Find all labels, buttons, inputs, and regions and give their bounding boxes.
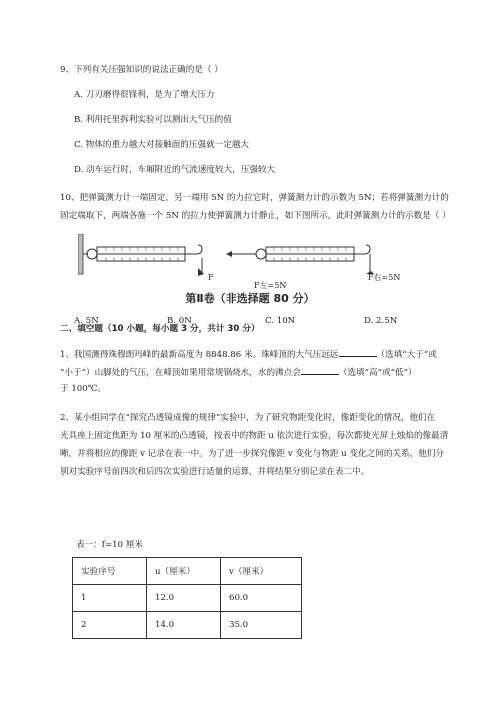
fill-1-line-1	[60, 347, 437, 361]
left-pull-label: F左=5N	[254, 281, 287, 290]
fill-1-line-1-text: 1、我国测得珠穆朗玛峰的最新高度为 8848.86 米。珠峰顶的大气压远远	[60, 350, 339, 360]
fill-2-line-1: 2、某小组同学在“探究凸透镜成像的规律”实验中，为了研究物距变化时，像距变化的情况，他们在	[60, 413, 436, 423]
question-9-option-d: D. 动车运行时，车厢附近的气流速度较大，压强较大	[74, 165, 276, 175]
fill-1-blank-2[interactable]	[301, 365, 339, 375]
fill-2-line-4: 别对实验序号前四次和后四次实验进行适量的运算，并将结果分别记录在表二中。	[60, 467, 370, 477]
left-pull-arrow	[226, 251, 232, 257]
fill-1-line-2-hint: （选填“高”或“低”）	[338, 368, 417, 378]
wall-fixed-scale	[78, 234, 202, 274]
table-row	[73, 585, 302, 612]
question-10-option-a: A. 5N	[74, 316, 99, 326]
table-cell: 35.0	[221, 612, 302, 639]
fill-1-line-1-hint: （选填“大于”或	[376, 350, 437, 360]
left-force-arrow	[198, 268, 204, 276]
question-9-option-c: C. 物体的重力越大对接触面的压强就一定越大	[74, 140, 250, 150]
fill-1-line-2-text: “小于”）山脚处的气压，在峰顶如果用常规锅烧水，水的沸点会	[60, 368, 301, 378]
two-end-scale	[228, 245, 370, 274]
table-cell: 12.0	[147, 585, 221, 612]
table-1	[72, 557, 302, 639]
table-cell: 2	[73, 612, 147, 639]
question-10-line-2: 固定端取下，两端各施一个 5N 的拉力使弹簧测力计静止，如下图所示，此时弹簧测力计的示数是（ ）	[60, 211, 451, 221]
fill-2-line-3: 晰，并将相应的像距 v 记录在表一中。为了进一步探究像距 v 变化与物距 u 变化之间的关系，他们分	[60, 449, 444, 459]
table-row	[73, 612, 302, 639]
question-10-option-b: B. 0N	[167, 316, 192, 326]
fill-in-section-heading: 二、填空题（10 小题，每小题 3 分，共计 30 分）	[60, 324, 260, 334]
table-header-row	[73, 558, 302, 585]
fill-2-line-2: 光具座上固定焦距为 10 厘米的凸透镜，按表中的物距 u 依次进行实验，每次都使光屏上烛焰的像最清	[60, 431, 449, 441]
table-cell: 1	[73, 585, 147, 612]
table-header-cell: 实验序号	[73, 558, 147, 585]
part-2-title: 第Ⅱ卷（非选择题 80 分）	[185, 292, 315, 305]
right-pull-label: F右=5N	[368, 273, 401, 282]
fill-1-blank-1[interactable]	[339, 347, 377, 357]
question-10-option-c: C. 10N	[265, 316, 296, 326]
table-1-caption: 表一：f=10 厘米	[76, 540, 144, 550]
question-9-option-a: A. 刀刃磨得很锋利，是为了增大压力	[74, 90, 215, 100]
left-force-label: F	[208, 273, 214, 282]
spring-scale-figure	[78, 234, 408, 294]
question-9-option-b: B. 利用托里拆利实验可以测出大气压的值	[74, 115, 232, 125]
table-cell: 60.0	[221, 585, 302, 612]
table-cell: 14.0	[147, 612, 221, 639]
question-9-stem: 9、下列有关压强知识的说法正确的是（ ）	[60, 65, 223, 75]
table-header-cell: v（厘米）	[221, 558, 302, 585]
fill-1-line-2	[60, 365, 417, 379]
question-10-line-1: 10、把弹簧测力计一端固定，另一端用 5N 的力拉它时，弹簧测力计的示数为 5N；若将弹簧测力计的	[60, 193, 449, 203]
table-header-cell: u（厘米）	[147, 558, 221, 585]
fill-1-line-3: 于 100℃。	[60, 384, 106, 394]
question-10-option-d: D. 2.5N	[364, 316, 398, 326]
